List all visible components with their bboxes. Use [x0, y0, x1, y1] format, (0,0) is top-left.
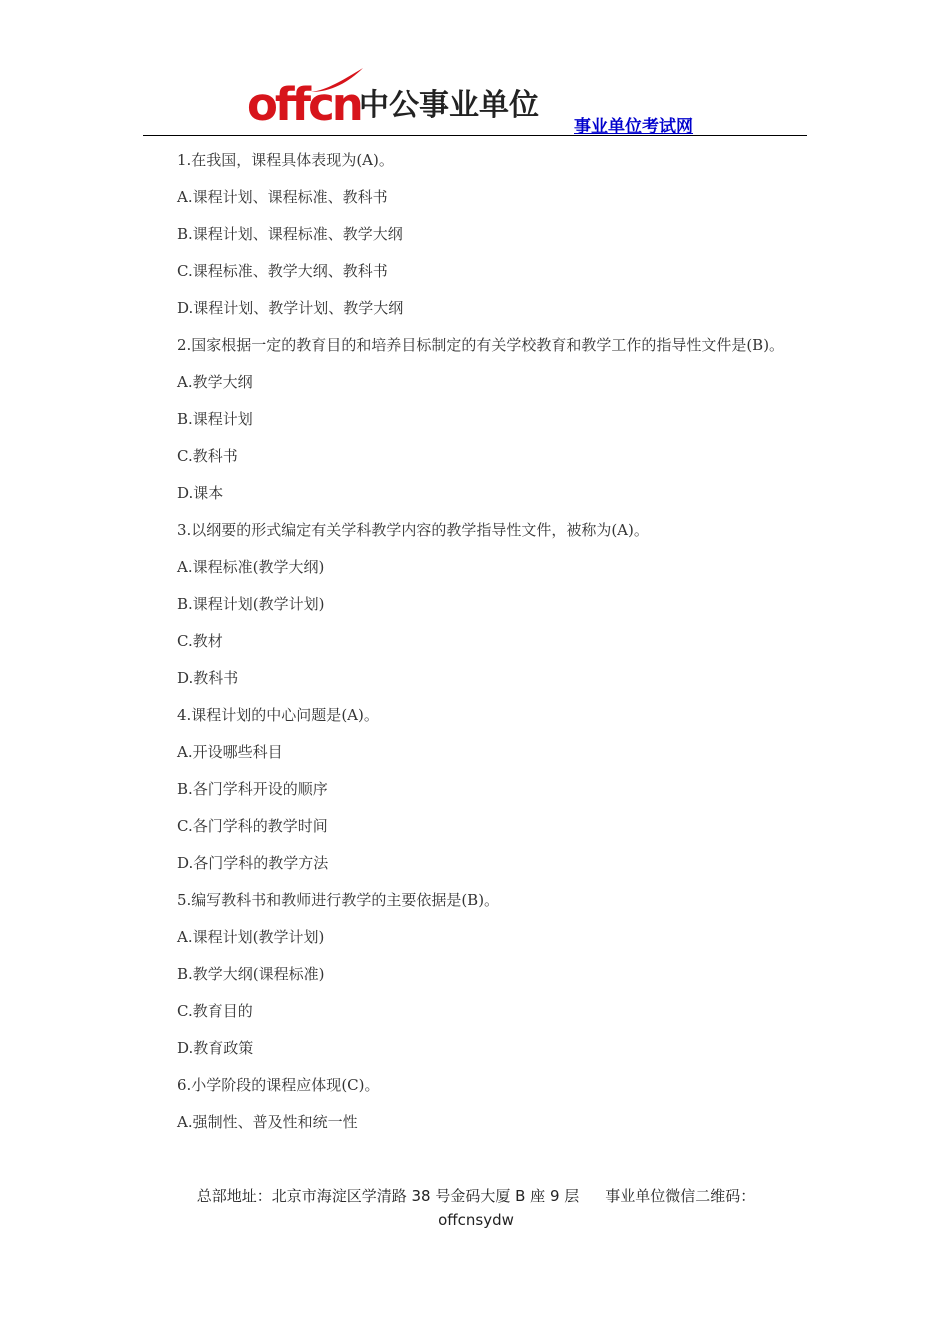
option-4a: A.开设哪些科目: [177, 743, 283, 761]
option-3b: B.课程计划(教学计划): [177, 595, 325, 613]
footer-address: 总部地址：北京市海淀区学清路 38 号金码大厦 B 座 9 层: [196, 1187, 580, 1205]
option-4d: D.各门学科的教学方法: [177, 854, 329, 872]
logo-name: 中公事业单位: [359, 88, 539, 123]
option-2b: B.课程计划: [177, 410, 253, 428]
question-1: 1.在我国，课程具体表现为(A)。: [177, 151, 394, 169]
option-2c: C.教科书: [177, 447, 238, 465]
option-1b: B.课程计划、课程标准、教学大纲: [177, 225, 403, 243]
option-5b: B.教学大纲(课程标准): [177, 965, 325, 983]
option-1d: D.课程计划、教学计划、教学大纲: [177, 299, 404, 317]
header-divider: [143, 135, 807, 136]
option-2d: D.课本: [177, 484, 224, 502]
option-4b: B.各门学科开设的顺序: [177, 780, 328, 798]
option-1c: C.课程标准、教学大纲、教科书: [177, 262, 388, 280]
question-5: 5.编写教科书和教师进行教学的主要依据是(B)。: [177, 891, 500, 909]
page-footer: [144, 1184, 808, 1232]
option-5d: D.教育政策: [177, 1039, 254, 1057]
option-1a: A.课程计划、课程标准、教科书: [177, 188, 388, 206]
question-content: [144, 148, 808, 1147]
option-6a: A.强制性、普及性和统一性: [177, 1113, 358, 1131]
footer-wechat-label: 事业单位微信二维码：: [605, 1187, 756, 1205]
footer-line-1: [144, 1184, 808, 1208]
question-2: 2.国家根据一定的教育目的和培养目标制定的有关学校教育和教学工作的指导性文件是(B)。: [177, 336, 785, 354]
footer-wechat-id: offcnsydw: [438, 1211, 514, 1229]
option-5c: C.教育目的: [177, 1002, 253, 1020]
option-3d: D.教科书: [177, 669, 239, 687]
site-link[interactable]: 事业单位考试网: [574, 117, 693, 137]
question-4: 4.课程计划的中心问题是(A)。: [177, 706, 379, 724]
option-4c: C.各门学科的教学时间: [177, 817, 328, 835]
question-6: 6.小学阶段的课程应体现(C)。: [177, 1076, 380, 1094]
option-2a: A.教学大纲: [177, 373, 253, 391]
question-3: 3.以纲要的形式编定有关学科教学内容的教学指导性文件，被称为(A)。: [177, 521, 649, 539]
option-3c: C.教材: [177, 632, 223, 650]
logo-word: offcn: [247, 78, 361, 131]
option-3a: A.课程标准(教学大纲): [177, 558, 325, 576]
page-header: [143, 60, 807, 138]
option-5a: A.课程计划(教学计划): [177, 928, 325, 946]
